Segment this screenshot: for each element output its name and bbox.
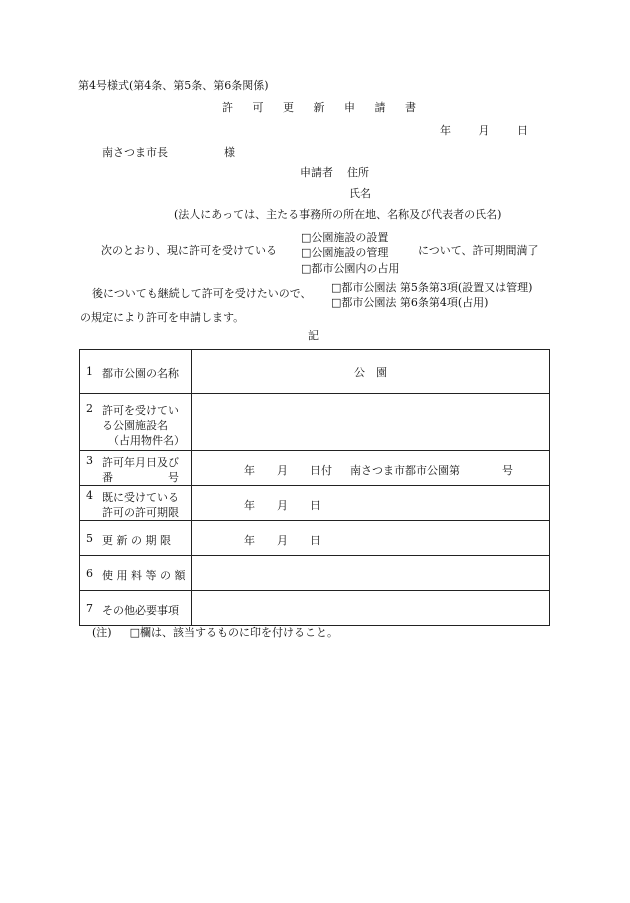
date-line: 年 月 日	[440, 124, 528, 137]
applicant-label: 申請者	[300, 166, 333, 179]
application-table	[79, 349, 550, 626]
footnote	[92, 626, 338, 640]
document-title: 許 可 更 新 申 請 書	[222, 101, 417, 114]
row-number: 1	[86, 365, 93, 378]
row-number: 7	[86, 602, 93, 615]
row-label-text: その他必要事項	[102, 604, 179, 617]
option-facility-management: □公園施設の管理	[301, 246, 389, 259]
row-number: 4	[86, 489, 93, 502]
addressee-honorific: 様	[224, 146, 235, 159]
renewal-period-text: 年 月 日	[244, 534, 321, 547]
permit-date-number-cell	[192, 451, 550, 486]
row-number: 2	[86, 402, 93, 415]
row-label-text: 許可年月日及び	[102, 456, 179, 469]
permit-date-text: 年 月 日付	[244, 464, 332, 477]
row-label-text: 許可の許可期限	[102, 506, 179, 519]
row-label-text: 既に受けている	[102, 491, 179, 504]
row-label-text: 更 新 の 期 限	[102, 534, 171, 547]
applicant-address-line	[300, 166, 369, 180]
other-matters-cell	[192, 591, 550, 626]
closing-text: の規定により許可を申請します。	[80, 311, 245, 324]
address-label: 住所	[347, 166, 369, 179]
permit-number-suffix: 号	[502, 464, 513, 477]
existing-deadline-text: 年 月 日	[244, 499, 321, 512]
addressee-name: 南さつま市長	[102, 146, 168, 159]
law-lead-text: 後についても継続して許可を受けたいので、	[92, 287, 312, 300]
form-number: 第4号様式(第4条、第5条、第6条関係)	[78, 79, 269, 92]
applicant-name-label: 氏名	[349, 187, 371, 200]
row-number: 5	[86, 532, 93, 545]
table-row	[80, 591, 550, 626]
row-label-text: 許可を受けてい	[102, 404, 179, 417]
row-label	[80, 451, 192, 486]
table-row	[80, 556, 550, 591]
table-row	[80, 521, 550, 556]
existing-permit-deadline-cell	[192, 486, 550, 521]
row-label-text: 番 号	[102, 471, 179, 484]
table-row	[80, 486, 550, 521]
usage-fee-cell	[192, 556, 550, 591]
renewal-period-cell	[192, 521, 550, 556]
row-label-text: る公園施設名	[102, 419, 168, 432]
option-park-occupancy: □都市公園内の占用	[301, 262, 400, 275]
option-law-article-5: □都市公園法 第5条第3項(設置又は管理)	[331, 281, 533, 294]
table-row	[80, 350, 550, 394]
footnote-prefix: (注)	[92, 626, 112, 639]
row-label-text: 都市公園の名称	[102, 367, 179, 380]
permit-number-prefix: 南さつま市都市公園第	[350, 464, 460, 477]
row-label	[80, 350, 192, 394]
row-number: 6	[86, 567, 93, 580]
row-label-text: 使 用 料 等 の 額	[102, 569, 186, 582]
option-law-article-6: □都市公園法 第6条第4項(占用)	[331, 296, 489, 309]
facility-name-cell	[192, 394, 550, 451]
row-label	[80, 556, 192, 591]
park-name-cell: 公 園	[192, 350, 550, 394]
addressee	[102, 146, 235, 160]
row-label	[80, 486, 192, 521]
row-label-text: （占用物件名）	[108, 434, 185, 447]
ki-heading: 記	[308, 329, 319, 342]
body-trail-text: について、許可期間満了	[418, 244, 539, 257]
table-row	[80, 451, 550, 486]
option-facility-installation: □公園施設の設置	[301, 231, 389, 244]
body-lead-text: 次のとおり、現に許可を受けている	[101, 244, 277, 257]
row-label	[80, 591, 192, 626]
row-number: 3	[86, 454, 93, 467]
table-row	[80, 394, 550, 451]
row-label	[80, 394, 192, 451]
corporation-note: (法人にあっては、主たる事務所の所在地、名称及び代表者の氏名)	[174, 208, 502, 221]
footnote-body: □欄は、該当するものに印を付けること。	[129, 626, 338, 639]
row-label	[80, 521, 192, 556]
